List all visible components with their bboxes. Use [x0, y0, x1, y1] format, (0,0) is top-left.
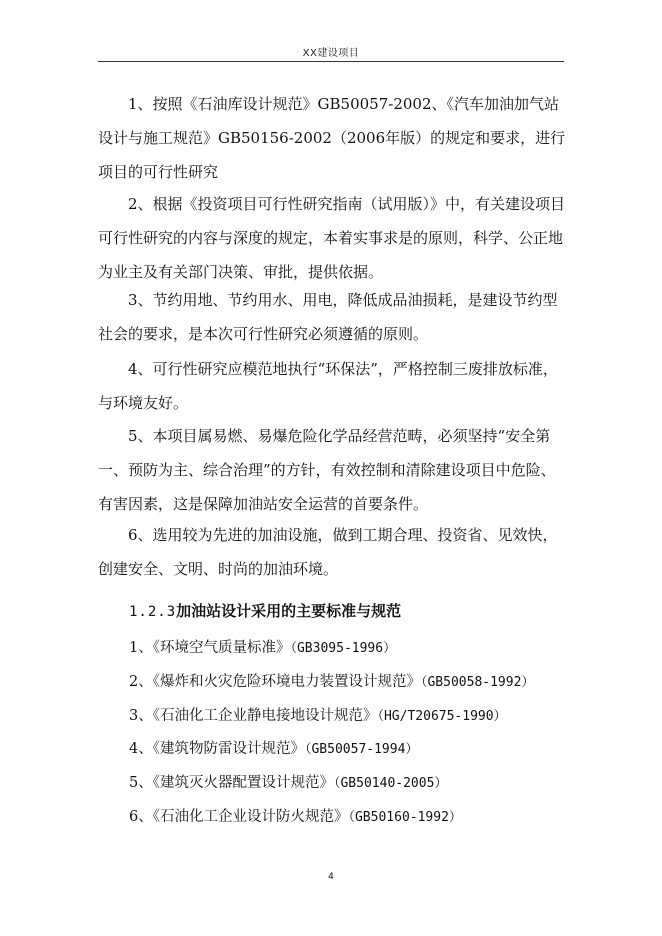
page-header: XX建设项目 [302, 48, 360, 59]
list-item [129, 700, 534, 734]
paragraph-6 [98, 518, 568, 586]
standard-name: 4、《建筑物防雷设计规范》 [129, 741, 305, 758]
paragraph-5-text: 5、本项目属易燃、易爆危险化学品经营范畴，必须坚持“安全第一、预防为主、综合治理”的方针，有效控制和清除建设项目中危险、有害因素，这是保障加油站安全运营的首要条件。 [98, 427, 556, 513]
paragraph-6-text: 6、选用较为先进的加油设施，做到工期合理、投资省、见效快，创建安全、文明、时尚的加油环境。 [98, 526, 558, 578]
standards-list [129, 632, 534, 835]
section-heading [129, 594, 401, 629]
standard-code: （GB50057-1994） [304, 742, 419, 758]
paragraph-1 [98, 87, 568, 189]
list-item [129, 767, 534, 801]
section-number: 1.2.3 [129, 604, 177, 620]
standard-code: （GB3095-1996） [290, 641, 397, 656]
list-item [129, 666, 534, 700]
paragraph-4-text: 4、可行性研究应模范地执行“环保法”，严格控制三废排放标准，与环境友好。 [98, 360, 558, 412]
standard-name: 2、《爆炸和火灾危险环境电力装置设计规范》 [129, 673, 421, 690]
standard-name: 3、《石油化工企业静电接地设计规范》 [129, 707, 378, 724]
paragraph-2-text: 2、根据《投资项目可行性研究指南（试用版）》中，有关建设项目可行性研究的内容与深度的规定，本着实事求是的原则，科学、公正地为业主及有关部门决策、审批，提供依据。 [98, 195, 566, 281]
section-title: 加油站设计采用的主要标准与规范 [176, 602, 402, 620]
standard-name: 1、《环境空气质量标准》 [129, 640, 291, 656]
paragraph-1-text: 1、按照《石油库设计规范》GB50057-2002、《汽车加油加气站设计与施工规范》GB50156-2002（2006年版）的规定和要求，进行项目的可行性研究 [98, 95, 566, 181]
paragraph-3 [98, 283, 568, 351]
standard-code: （GB50140-2005） [333, 776, 448, 792]
standard-code: （HG/T20675-1990） [377, 708, 507, 724]
paragraph-4 [98, 352, 568, 420]
standard-name: 6、《石油化工企业设计防火规范》 [129, 808, 349, 825]
list-item [129, 632, 534, 666]
list-item [129, 801, 534, 835]
standard-name: 5、《建筑灭火器配置设计规范》 [129, 775, 334, 792]
standard-code: （GB50058-1992） [420, 674, 535, 690]
header-divider [98, 61, 564, 62]
paragraph-3-text: 3、节约用地、节约用水、用电，降低成品油损耗，是建设节约型社会的要求，是本次可行性研究必须遵循的原则。 [98, 291, 558, 343]
paragraph-2 [98, 187, 568, 289]
paragraph-5 [98, 419, 568, 521]
list-item [129, 733, 534, 767]
page-number: 4 [328, 872, 334, 882]
standard-code: （GB50160-1992） [348, 809, 462, 825]
